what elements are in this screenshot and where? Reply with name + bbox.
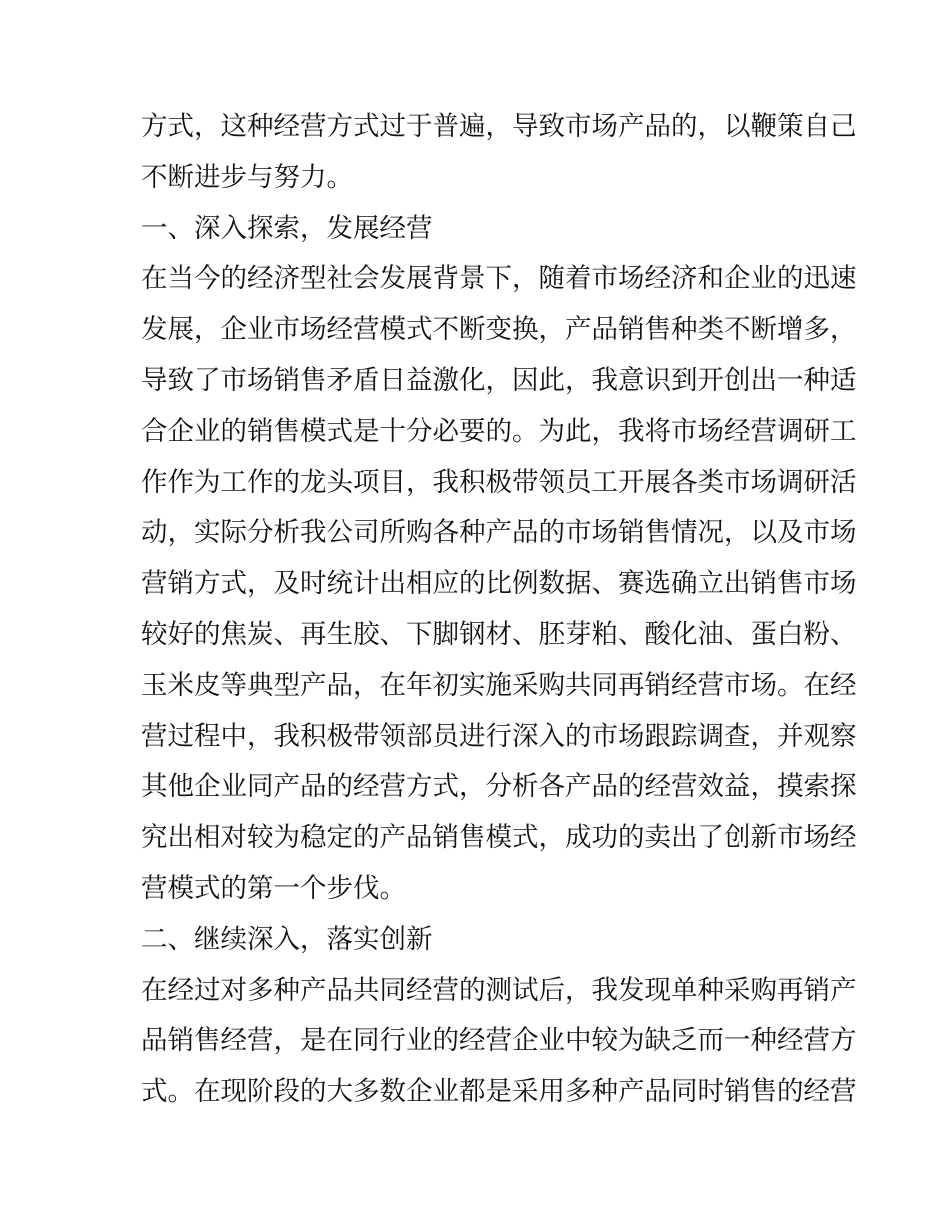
- text-line: 在当今的经济型社会发展背景下，随着市场经济和企业的迅速: [141, 263, 857, 295]
- text-line: 较好的焦炭、再生胶、下脚钢材、胚芽粕、酸化油、蛋白粉、: [141, 618, 857, 650]
- text-line: 发展，企业市场经营模式不断变换，产品销售种类不断增多，: [141, 314, 857, 346]
- section-heading: 一、深入探索，发展经营: [141, 212, 433, 244]
- text-line: 动，实际分析我公司所购各种产品的市场销售情况，以及市场: [141, 517, 857, 549]
- section-heading: 二、继续深入，落实创新: [141, 923, 433, 955]
- text-line: 营过程中，我积极带领部员进行深入的市场跟踪调查，并观察: [141, 720, 857, 752]
- text-line: 作作为工作的龙头项目，我积极带领员工开展各类市场调研活: [141, 466, 857, 498]
- text-line: 导致了市场销售矛盾日益激化，因此，我意识到开创出一种适: [141, 364, 857, 396]
- text-line: 式。在现阶段的大多数企业都是采用多种产品同时销售的经营: [141, 1076, 857, 1108]
- text-line: 营模式的第一个步伐。: [141, 872, 406, 904]
- text-line: 在经过对多种产品共同经营的测试后，我发现单种采购再销产: [141, 974, 857, 1006]
- text-line: 合企业的销售模式是十分必要的。为此，我将市场经营调研工: [141, 415, 857, 447]
- text-line: 营销方式，及时统计出相应的比例数据、赛选确立出销售市场: [141, 568, 857, 600]
- text-line: 方式，这种经营方式过于普遍，导致市场产品的，以鞭策自己: [141, 111, 857, 142]
- text-line: 玉米皮等典型产品，在年初实施采购共同再销经营市场。在经: [141, 669, 857, 701]
- document-body: [141, 102, 857, 1118]
- text-line: 品销售经营，是在同行业的经营企业中较为缺乏而一种经营方: [141, 1025, 857, 1057]
- text-line: 究出相对较为稳定的产品销售模式，成功的卖出了创新市场经: [141, 822, 857, 854]
- text-line: 不断进步与努力。: [141, 161, 353, 193]
- text-line: 其他企业同产品的经营方式，分析各产品的经营效益，摸索探: [141, 771, 857, 803]
